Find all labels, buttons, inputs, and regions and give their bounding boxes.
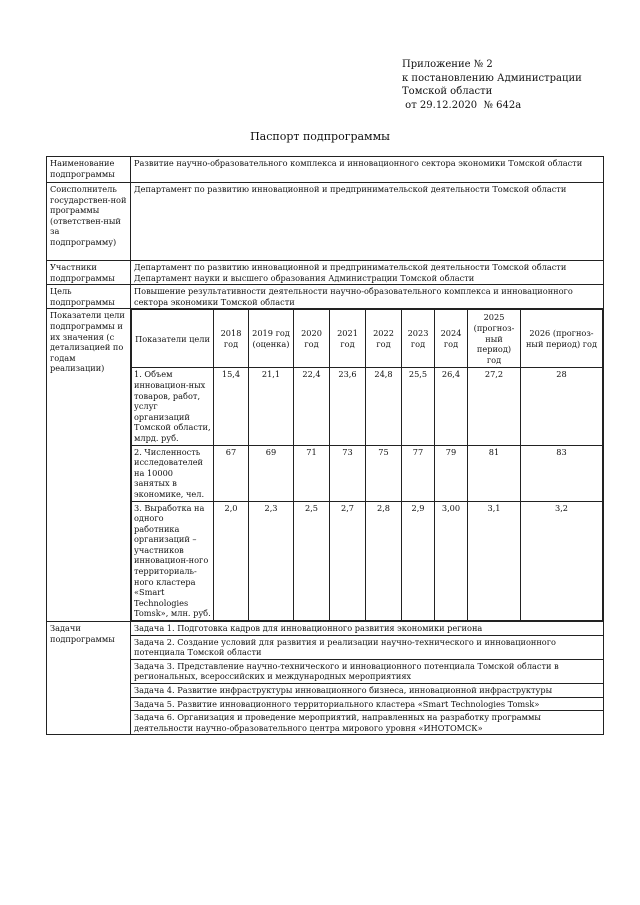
indicator-value: 26,4	[435, 368, 468, 445]
indicator-value: 2,0	[214, 501, 249, 621]
header-cell: 2024 год	[435, 310, 468, 368]
task-item: Задача 3. Представление научно-технического и инновационного потенциала Томской области в региональных, всероссийских и международных мероприятиях	[131, 659, 604, 683]
indicator-value: 2,7	[330, 501, 366, 621]
header-cell: 2025 (прогноз-ный период) год	[468, 310, 521, 368]
indicators-label: Показатели цели подпрограммы и их значения (с детализацией по годам реализации)	[47, 309, 131, 622]
indicator-name: 2. Численность исследователей на 10000 занятых в экономике, чел.	[132, 445, 214, 501]
header-cell: 2021 год	[330, 310, 366, 368]
indicator-value: 67	[214, 445, 249, 501]
indicator-value: 15,4	[214, 368, 249, 445]
indicator-value: 2,9	[402, 501, 435, 621]
header-cell: Показатели цели	[132, 310, 214, 368]
indicator-value: 3,1	[468, 501, 521, 621]
appendix-line: Приложение № 2	[402, 59, 493, 70]
task-item: Задача 4. Развитие инфраструктуры инновационного бизнеса, инновационной инфраструктуры	[131, 684, 604, 698]
indicator-value: 75	[366, 445, 402, 501]
task-item: Задача 5. Развитие инновационного территориального кластера «Smart Technologies Tomsk»	[131, 697, 604, 711]
indicators-header-row	[132, 310, 603, 368]
indicator-row	[132, 445, 603, 501]
name-label: Наименование подпрограммы	[47, 157, 131, 183]
indicator-value: 3,2	[521, 501, 603, 621]
indicator-value: 23,6	[330, 368, 366, 445]
indicator-value: 69	[249, 445, 294, 501]
indicators-cell	[131, 309, 604, 622]
header-cell: 2019 год (оценка)	[249, 310, 294, 368]
indicator-value: 22,4	[294, 368, 330, 445]
indicator-value: 25,5	[402, 368, 435, 445]
indicator-row	[132, 368, 603, 445]
goal-label: Цель подпрограммы	[47, 285, 131, 309]
indicator-value: 77	[402, 445, 435, 501]
indicator-value: 2,8	[366, 501, 402, 621]
participant-item: Департамент по развитию инновационной и предпринимательской деятельности Томской области	[134, 262, 567, 272]
indicator-value: 2,3	[249, 501, 294, 621]
indicator-value: 28	[521, 368, 603, 445]
indicators-table	[131, 309, 603, 621]
indicator-name: 1. Объем инновацион-ных товаров, работ, услуг организаций Томской области, млрд. руб.	[132, 368, 214, 445]
passport-table	[46, 156, 604, 735]
header-cell: 2018 год	[214, 310, 249, 368]
indicator-row	[132, 501, 603, 621]
header-cell: 2020 год	[294, 310, 330, 368]
header-cell: 2026 (прогноз-ный период) год	[521, 310, 603, 368]
indicator-value: 24,8	[366, 368, 402, 445]
indicator-value: 81	[468, 445, 521, 501]
header-cell: 2023 год	[402, 310, 435, 368]
appendix-header	[402, 58, 582, 112]
indicator-value: 2,5	[294, 501, 330, 621]
appendix-line: к постановлению Администрации	[402, 72, 582, 84]
header-cell: 2022 год	[366, 310, 402, 368]
participants-label: Участники подпрограммы	[47, 261, 131, 285]
coexecutor-value: Департамент по развитию инновационной и предпринимательской деятельности Томской области	[131, 183, 604, 261]
participants-value	[131, 261, 604, 285]
coexecutor-label: Соисполнитель государствен-ной программы (ответствен-ный за подпрограмму)	[47, 183, 131, 261]
goal-value: Повышение результативности деятельности научно-образовательного комплекса и инновационного сектора экономики Томской области	[131, 285, 604, 309]
task-item: Задача 2. Создание условий для развития и реализации научно-технического и инновационного потенциала Томской области	[131, 635, 604, 659]
indicator-value: 3,00	[435, 501, 468, 621]
indicator-name: 3. Выработка на одного работника организаций – участников инновацион-ного территориаль-ного кластера «Smart Technologies Tomsk», млн. руб.	[132, 501, 214, 621]
tasks-label: Задачи подпрограммы	[47, 622, 131, 735]
indicator-value: 27,2	[468, 368, 521, 445]
indicator-value: 73	[330, 445, 366, 501]
appendix-line: Томской области	[402, 86, 493, 97]
indicator-value: 83	[521, 445, 603, 501]
indicator-value: 79	[435, 445, 468, 501]
participant-item: Департамент науки и высшего образования Администрации Томской области	[134, 272, 475, 283]
name-value: Развитие научно-образовательного комплекса и инновационного сектора экономики Томской области	[131, 157, 604, 183]
task-item: Задача 6. Организация и проведение мероприятий, направленных на разработку программы деятельности научно-образовательного центра мирового уровня «ИНОТОМСК»	[131, 711, 604, 735]
document-title: Паспорт подпрограммы	[250, 130, 390, 143]
task-item: Задача 1. Подготовка кадров для инновационного развития экономики региона	[131, 622, 604, 636]
appendix-line: от 29.12.2020 № 642а	[402, 99, 522, 111]
indicator-value: 21,1	[249, 368, 294, 445]
indicator-value: 71	[294, 445, 330, 501]
